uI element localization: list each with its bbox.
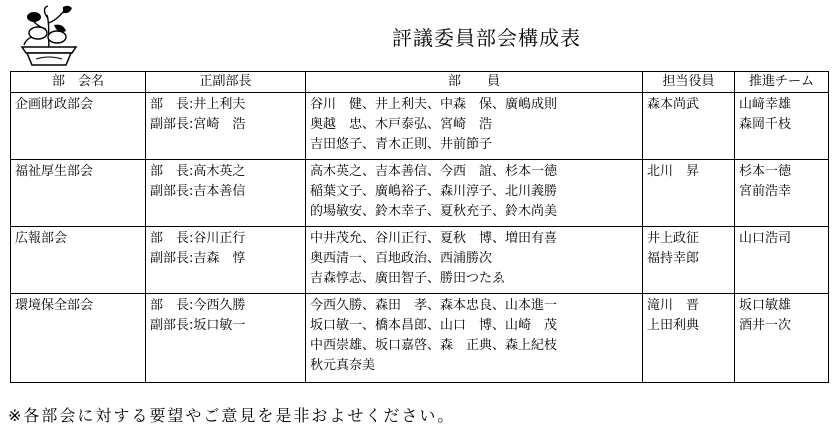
team-member: 山﨑幸雄: [739, 97, 792, 112]
committee-name-text: 広報部会: [15, 231, 68, 246]
members-line: 高木英之、吉本善信、今西 誼、杉本一徳: [310, 164, 558, 179]
vice-chair: 副部長:宮崎 浩: [150, 117, 246, 132]
members-line: 稲葉文子、廣嶋裕子、森川淳子、北川義勝: [310, 184, 558, 199]
potted-plant-icon: [10, 3, 88, 67]
members-line: 奥越 忠、木戸泰弘、宮崎 浩: [310, 117, 493, 132]
members-cell: [306, 160, 643, 227]
team-cell: [735, 294, 829, 383]
committee-name-text: 企画財政部会: [15, 97, 94, 112]
members-line: 中井茂允、谷川正行、夏秋 博、増田有喜: [310, 231, 558, 246]
members-line: 秋元真奈美: [310, 358, 376, 373]
header-leaders: 正副部長: [146, 72, 306, 93]
members-line: 中西崇雄、坂口嘉啓、森 正典、森上紀枝: [310, 338, 558, 353]
officer: 北川 昇: [647, 164, 700, 179]
vice-chair: 副部長:吉森 惇: [150, 251, 246, 266]
vice-chair: 副部長:吉本善信: [150, 184, 246, 199]
table-row: [11, 93, 829, 160]
chair: 部 長:今西久勝: [150, 298, 246, 313]
officer: 井上政征: [647, 231, 700, 246]
officers-cell: [643, 294, 735, 383]
team-member: 酒井一次: [739, 318, 792, 333]
committee-table: [10, 71, 829, 383]
committee-name: [11, 294, 146, 383]
team-member: 山口浩司: [739, 231, 792, 246]
leaders-cell: [146, 93, 306, 160]
committee-name: [11, 93, 146, 160]
members-line: 奥西清一、百地政治、西浦勝次: [310, 251, 493, 266]
leaders-cell: [146, 227, 306, 294]
members-line: 谷川 健、井上利夫、中森 保、廣嶋成則: [310, 97, 558, 112]
team-member: 杉本一徳: [739, 164, 792, 179]
vice-chair: 副部長:坂口敏一: [150, 318, 246, 333]
chair: 部 長:谷川正行: [150, 231, 246, 246]
header-officers: 担当役員: [643, 72, 735, 93]
table-row: [11, 294, 829, 383]
committee-name: [11, 160, 146, 227]
members-line: 吉森惇志、廣田智子、勝田つたゑ: [310, 271, 506, 286]
chair: 部 長:高木英之: [150, 164, 246, 179]
header-promotion-team: 推進チーム: [735, 72, 829, 93]
committee-name-text: 環境保全部会: [15, 298, 94, 313]
footer-note: ※各部会に対する要望やご意見を是非およせください。: [8, 406, 456, 425]
members-cell: [306, 93, 643, 160]
team-member: 坂口敏雄: [739, 298, 792, 313]
members-line: 今西久勝、森田 孝、森本忠良、山本進一: [310, 298, 558, 313]
members-line: 的場敏安、鈴木幸子、夏秋充子、鈴木尚美: [310, 204, 558, 219]
members-line: 坂口敏一、橋本昌郎、山口 博、山崎 茂: [310, 318, 558, 333]
team-cell: [735, 227, 829, 294]
members-line: 吉田悠子、青木正則、井前節子: [310, 137, 493, 152]
chair: 部 長:井上利夫: [150, 97, 246, 112]
officers-cell: [643, 227, 735, 294]
members-cell: [306, 227, 643, 294]
officers-cell: [643, 160, 735, 227]
team-cell: [735, 93, 829, 160]
officer: 福持幸郎: [647, 251, 700, 266]
team-member: 森岡千枝: [739, 117, 792, 132]
members-cell: [306, 294, 643, 383]
officer: 森本尚武: [647, 97, 700, 112]
page-title: 評議委員部会構成表: [392, 26, 581, 50]
committee-name-text: 福祉厚生部会: [15, 164, 94, 179]
team-member: 宮前浩幸: [739, 184, 792, 199]
header-members: 部 員: [306, 72, 643, 93]
team-cell: [735, 160, 829, 227]
table-row: [11, 160, 829, 227]
leaders-cell: [146, 160, 306, 227]
committee-name: [11, 227, 146, 294]
officer: 上田利典: [647, 318, 700, 333]
table-header-row: [11, 72, 829, 93]
header-committee-name: 部 会名: [11, 72, 146, 93]
leaders-cell: [146, 294, 306, 383]
officer: 滝川 晋: [647, 298, 700, 313]
table-row: [11, 227, 829, 294]
officers-cell: [643, 93, 735, 160]
